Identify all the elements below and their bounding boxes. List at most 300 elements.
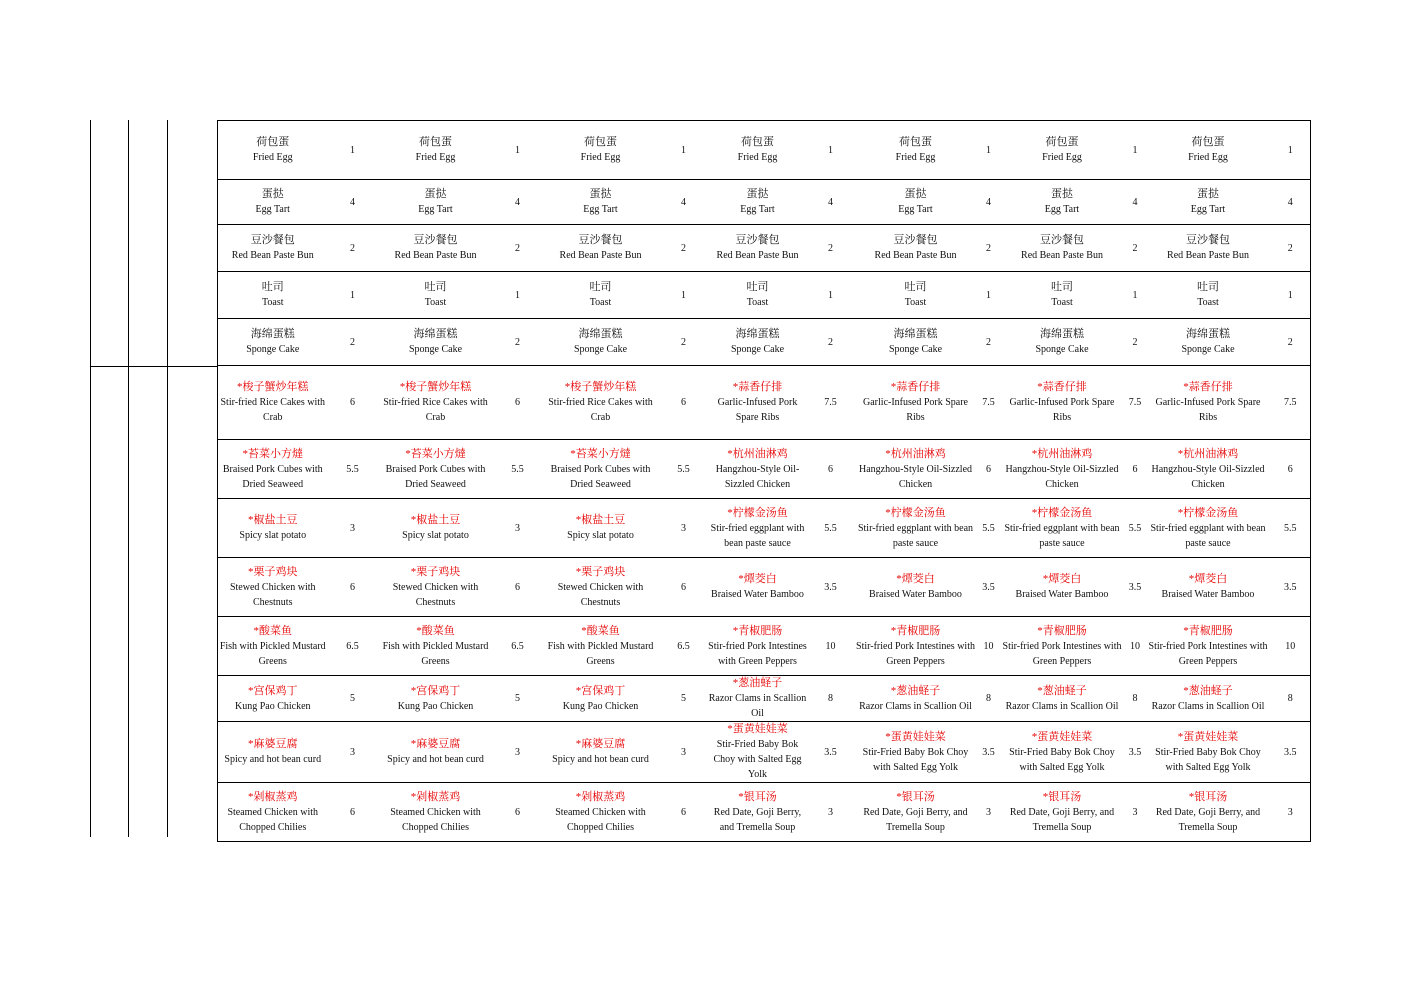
dish-cell — [1146, 558, 1271, 617]
dish-name-zh: *麻婆豆腐 — [248, 738, 298, 750]
dish-name-en: Kung Pao Chicken — [234, 700, 311, 712]
dish-name-en: Egg Tart — [583, 204, 618, 215]
dish-name-zh: *麻婆豆腐 — [575, 738, 626, 750]
dish-name-en: Stir-fried Pork Intestines with Green Peppers — [1148, 640, 1268, 667]
dish-cell — [854, 722, 978, 783]
dish-quantity: 5.5 — [677, 463, 690, 475]
dish-name-zh: *梭子蟹炒年糕 — [564, 381, 637, 393]
dish-name-en: Sponge Cake — [408, 344, 463, 355]
dish-name-en: Stir-fried Pork Intestines with Green Peppers — [1002, 640, 1122, 667]
dish-name-zh: *蒜香仔排 — [1037, 381, 1087, 393]
dish-quantity: 6 — [515, 581, 520, 593]
dish-quantity: 1 — [1287, 144, 1293, 156]
dish-name-zh: 蛋挞 — [424, 188, 447, 200]
dish-quantity: 2 — [681, 242, 686, 254]
dish-name-en: Braised Water Bamboo — [1015, 589, 1109, 600]
dish-name-en: Sponge Cake — [1181, 344, 1235, 355]
dish-name-zh: 海绵蛋糕 — [893, 328, 938, 340]
dish-name-zh: *苔菜小方燵 — [570, 447, 631, 460]
dish-name-en: Sponge Cake — [573, 344, 628, 355]
dish-quantity: 5 — [350, 693, 355, 704]
dish-quantity: 3.5 — [824, 746, 837, 758]
dish-quantity: 5.5 — [824, 522, 837, 534]
dish-cell — [854, 272, 978, 319]
dish-name-zh: *杭州油淋鸡 — [1177, 447, 1239, 460]
dish-cell — [708, 319, 808, 366]
dish-name-zh: *燂茭白 — [896, 573, 935, 585]
dish-name-zh: *葱油蛏子 — [732, 677, 783, 689]
dish-cell — [378, 783, 494, 842]
dish-name-en: Kung Pao Chicken — [397, 700, 474, 712]
dish-quantity: 5.5 — [1128, 522, 1142, 534]
dish-name-en: Braised Water Bamboo — [711, 589, 804, 600]
dish-name-zh: 蛋挞 — [589, 188, 612, 200]
dish-quantity: 6 — [828, 463, 833, 475]
dish-cell — [218, 558, 328, 617]
dish-cell — [1000, 366, 1125, 440]
dish-cell — [1000, 272, 1125, 319]
dish-name-en: Stir-Fried Baby Bok Choy with Salted Egg Yolk — [862, 746, 969, 773]
dish-cell — [542, 225, 660, 272]
dish-name-zh: 海绵蛋糕 — [578, 328, 623, 340]
dish-name-zh: *苔菜小方燵 — [242, 447, 303, 460]
dish-quantity: 5 — [515, 693, 520, 704]
dish-name-en: Egg Tart — [255, 204, 290, 215]
dish-quantity: 4 — [350, 196, 355, 208]
dish-quantity: 3.5 — [1284, 746, 1297, 758]
dish-name-zh: 豆沙餐包 — [893, 234, 938, 246]
dish-name-en: Spicy and hot bean curd — [224, 754, 322, 765]
dish-name-en: Stir-Fried Baby Bok Choy with Salted Egg Yolk — [1009, 746, 1115, 773]
dish-name-zh: 荷包蛋 — [419, 136, 452, 148]
dish-name-en: Hangzhou-Style Oil-Sizzled Chicken — [858, 463, 973, 490]
left-frame-line-1 — [90, 120, 91, 837]
dish-quantity: 2 — [1132, 242, 1138, 254]
dish-quantity: 1 — [828, 144, 833, 156]
dish-name-zh: 荷包蛋 — [1191, 136, 1225, 148]
dish-quantity: 7.5 — [982, 397, 995, 408]
menu-row — [218, 225, 1311, 272]
dish-name-en: Braised Water Bamboo — [1161, 589, 1255, 600]
dish-cell — [218, 440, 328, 499]
dish-name-en: Red Date, Goji Berry, and Tremella Soup — [1009, 806, 1115, 833]
dish-name-zh: *银耳汤 — [1188, 790, 1228, 803]
dish-name-zh: *蛋黄娃娃菜 — [885, 730, 946, 743]
dish-quantity: 10 — [983, 640, 994, 652]
dish-cell — [708, 783, 808, 842]
menu-row — [218, 272, 1311, 319]
dish-name-en: Fish with Pickled Mustard Greens — [382, 640, 489, 667]
dish-name-zh: 海绵蛋糕 — [250, 328, 295, 340]
dish-name-en: Razor Clams in Scallion Oil — [1005, 700, 1119, 712]
menu-row — [218, 366, 1311, 440]
dish-cell — [218, 722, 328, 783]
dish-cell — [542, 676, 660, 722]
dish-cell — [1146, 272, 1271, 319]
dish-cell — [1000, 676, 1125, 722]
dish-quantity: 3 — [515, 746, 520, 758]
dish-name-en: Garlic-Infused Pork Spare Ribs — [863, 397, 968, 423]
dish-quantity: 3 — [1287, 806, 1293, 818]
dish-name-zh: 蛋挞 — [746, 188, 769, 200]
dish-name-en: Toast — [1197, 297, 1219, 308]
dish-cell — [1146, 225, 1271, 272]
dish-cell — [218, 319, 328, 366]
dish-quantity: 1 — [681, 144, 686, 156]
dish-name-en: Egg Tart — [1190, 204, 1226, 215]
dish-quantity: 1 — [1132, 289, 1138, 301]
dish-name-zh: 豆沙餐包 — [578, 234, 623, 246]
dish-name-zh: *葱油蛏子 — [1183, 684, 1233, 697]
dish-quantity: 3.5 — [982, 581, 995, 593]
dish-name-en: Toast — [904, 297, 927, 308]
dish-name-en: Razor Clams in Scallion Oil — [1151, 700, 1265, 712]
dish-quantity: 2 — [1132, 336, 1138, 348]
dish-name-en: Stir-fried Pork Intestines with Green Peppers — [708, 640, 807, 667]
dish-cell — [1000, 722, 1125, 783]
dish-name-zh: 荷包蛋 — [1045, 136, 1079, 148]
dish-name-en: Stir-Fried Baby Bok Choy with Salted Egg Yolk — [1155, 746, 1261, 773]
dish-name-en: Steamed Chicken with Chopped Chilies — [390, 806, 481, 833]
dish-cell — [708, 440, 808, 499]
dish-name-en: Razor Clams in Scallion Oil — [708, 693, 807, 719]
dish-name-en: Sponge Cake — [1035, 344, 1089, 355]
dish-quantity: 4 — [681, 196, 686, 208]
dish-name-en: Sponge Cake — [246, 344, 300, 355]
dish-name-en: Kung Pao Chicken — [562, 700, 639, 712]
dish-quantity: 1 — [350, 289, 355, 301]
dish-cell — [542, 366, 660, 440]
dish-name-zh: *苔菜小方燵 — [405, 447, 466, 460]
dish-name-zh: *杭州油淋鸡 — [885, 447, 946, 460]
dish-name-en: Hangzhou-Style Oil-Sizzled Chicken — [1005, 463, 1119, 490]
menu-row — [218, 499, 1311, 558]
dish-quantity: 2 — [515, 242, 520, 254]
menu-row — [218, 180, 1311, 225]
dish-name-zh: *宫保鸡丁 — [575, 684, 626, 697]
dish-name-en: Red Bean Paste Bun — [1167, 250, 1249, 261]
dish-cell — [542, 722, 660, 783]
dish-cell — [542, 499, 660, 558]
dish-name-zh: *青椒肥肠 — [1037, 624, 1087, 637]
dish-quantity: 7.5 — [1284, 397, 1297, 408]
dish-name-zh: 豆沙餐包 — [413, 234, 458, 246]
dish-name-en: Red Date, Goji Berry, and Tremella Soup — [1155, 806, 1261, 833]
dish-name-zh: 荷包蛋 — [741, 136, 774, 148]
dish-quantity: 1 — [515, 289, 520, 301]
dish-name-zh: *葱油蛏子 — [1037, 684, 1087, 697]
dish-quantity: 6 — [1132, 463, 1138, 475]
dish-name-en: Toast — [424, 297, 447, 308]
dish-name-zh: *银耳汤 — [896, 790, 935, 803]
dish-quantity: 1 — [986, 144, 991, 156]
dish-name-zh: *梭子蟹炒年糕 — [237, 381, 309, 393]
dish-name-zh: *梭子蟹炒年糕 — [399, 381, 472, 393]
dish-quantity: 6.5 — [346, 640, 359, 652]
dish-name-zh: 荷包蛋 — [256, 136, 290, 148]
dish-cell — [1146, 617, 1271, 676]
dish-name-en: Toast — [589, 297, 612, 308]
dish-cell — [854, 676, 978, 722]
dish-name-en: Fried Egg — [895, 152, 936, 163]
dish-quantity: 2 — [1287, 336, 1293, 348]
dish-name-en: Egg Tart — [418, 204, 453, 215]
menu-row — [218, 617, 1311, 676]
dish-name-en: Stir-fried Pork Intestines with Green Peppers — [856, 640, 975, 667]
dish-name-zh: *杭州油淋鸡 — [1031, 447, 1093, 460]
dish-cell — [708, 180, 808, 225]
dish-cell — [708, 558, 808, 617]
dish-quantity: 1 — [828, 289, 833, 301]
dish-name-en: Spicy and hot bean curd — [387, 754, 484, 765]
dish-name-zh: *酸菜鱼 — [416, 624, 455, 637]
dish-cell — [542, 121, 660, 180]
dish-name-en: Braised Pork Cubes with Dried Seaweed — [222, 463, 323, 490]
dish-quantity: 3 — [350, 746, 355, 758]
dish-quantity: 3 — [350, 522, 355, 534]
dish-quantity: 6 — [350, 581, 355, 593]
dish-cell — [854, 319, 978, 366]
dish-cell — [378, 499, 494, 558]
dish-name-en: Stewed Chicken with Chestnuts — [392, 581, 479, 608]
dish-name-en: Sponge Cake — [888, 344, 943, 355]
menu-row — [218, 319, 1311, 366]
dish-cell — [218, 366, 328, 440]
dish-name-zh: *栗子鸡块 — [248, 565, 298, 578]
dish-name-en: Toast — [1051, 297, 1073, 308]
dish-quantity: 3 — [828, 806, 833, 818]
dish-name-zh: *宫保鸡丁 — [410, 684, 461, 697]
dish-quantity: 8 — [828, 693, 833, 704]
dish-name-en: Stewed Chicken with Chestnuts — [229, 581, 316, 608]
dish-quantity: 8 — [1287, 693, 1293, 704]
left-frame-divider — [90, 366, 217, 367]
dish-name-en: Spicy slat potato — [402, 530, 469, 541]
dish-cell — [1146, 783, 1271, 842]
dish-name-en: Red Bean Paste Bun — [394, 250, 477, 261]
dish-name-zh: *柠檬金汤鱼 — [1177, 506, 1239, 519]
dish-name-en: Red Bean Paste Bun — [1021, 250, 1103, 261]
dish-cell — [378, 366, 494, 440]
dish-quantity: 2 — [1287, 242, 1293, 254]
dish-quantity: 6 — [350, 397, 355, 408]
dish-quantity: 6 — [350, 806, 355, 818]
dish-name-zh: *椒盐土豆 — [410, 514, 461, 526]
dish-name-en: Braised Water Bamboo — [869, 589, 962, 600]
dish-cell — [378, 676, 494, 722]
dish-name-zh: *蛋黄娃娃菜 — [1177, 730, 1239, 743]
dish-cell — [542, 180, 660, 225]
menu-row — [218, 440, 1311, 499]
dish-cell — [854, 617, 978, 676]
dish-quantity: 3 — [681, 746, 686, 758]
dish-name-en: Red Bean Paste Bun — [559, 250, 642, 261]
dish-quantity: 6 — [1287, 463, 1293, 475]
dish-quantity: 6.5 — [677, 640, 690, 652]
dish-cell — [708, 722, 808, 783]
dish-name-en: Braised Pork Cubes with Dried Seaweed — [550, 463, 651, 490]
dish-name-en: Toast — [261, 297, 284, 308]
dish-name-zh: *蛋黄娃娃菜 — [1031, 730, 1093, 743]
dish-name-zh: *葱油蛏子 — [890, 684, 941, 697]
dish-name-zh: 蛋挞 — [904, 188, 927, 200]
dish-cell — [854, 180, 978, 225]
dish-cell — [854, 440, 978, 499]
dish-name-en: Stir-fried eggplant with bean paste sauce — [1004, 522, 1120, 549]
dish-quantity: 6 — [681, 397, 686, 408]
dish-quantity: 3.5 — [824, 581, 837, 593]
dish-cell — [1000, 225, 1125, 272]
dish-quantity: 7.5 — [824, 397, 837, 408]
dish-cell — [378, 225, 494, 272]
dish-name-en: Fried Egg — [252, 152, 293, 163]
dish-cell — [218, 225, 328, 272]
dish-name-en: Garlic-Infused Pork Spare Ribs — [1155, 397, 1261, 423]
dish-cell — [708, 272, 808, 319]
dish-cell — [542, 617, 660, 676]
dish-quantity: 4 — [1132, 196, 1138, 208]
dish-name-zh: *蒜香仔排 — [732, 381, 783, 393]
dish-quantity: 3 — [986, 806, 991, 818]
dish-quantity: 3 — [515, 522, 520, 534]
dish-cell — [542, 783, 660, 842]
dish-name-zh: *柠檬金汤鱼 — [885, 506, 946, 519]
dish-name-zh: *剁椒蒸鸡 — [410, 790, 461, 803]
dish-quantity: 1 — [1287, 289, 1293, 301]
dish-name-zh: *蒜香仔排 — [890, 381, 941, 393]
dish-cell — [1146, 180, 1271, 225]
dish-name-en: Stir-fried eggplant with bean paste sauce — [857, 522, 974, 549]
dish-cell — [854, 366, 978, 440]
dish-name-en: Egg Tart — [898, 204, 933, 215]
dish-cell — [1000, 319, 1125, 366]
dish-quantity: 4 — [1287, 196, 1293, 208]
dish-quantity: 1 — [350, 144, 355, 156]
dish-name-zh: *柠檬金汤鱼 — [1031, 506, 1093, 519]
dish-cell — [542, 558, 660, 617]
dish-name-en: Hangzhou-Style Oil-Sizzled Chicken — [1151, 463, 1265, 490]
dish-cell — [542, 319, 660, 366]
dish-name-zh: *酸菜鱼 — [253, 624, 292, 637]
dish-cell — [1146, 676, 1271, 722]
dish-quantity: 3.5 — [1128, 746, 1142, 758]
dish-name-en: Stir-fried eggplant with bean paste sauce — [1150, 522, 1266, 549]
dish-quantity: 5 — [681, 693, 686, 704]
dish-name-zh: *剁椒蒸鸡 — [575, 790, 626, 803]
dish-quantity: 2 — [828, 242, 833, 254]
dish-name-zh: 吐司 — [904, 281, 927, 293]
dish-quantity: 5.5 — [346, 463, 359, 475]
dish-cell — [378, 617, 494, 676]
dish-name-en: Steamed Chicken with Chopped Chilies — [555, 806, 646, 833]
dish-quantity: 3.5 — [1128, 581, 1142, 593]
dish-name-zh: 荷包蛋 — [899, 136, 932, 148]
dish-cell — [218, 499, 328, 558]
dish-name-en: Fried Egg — [737, 152, 778, 163]
dish-cell — [378, 180, 494, 225]
weekly-menu-table — [217, 120, 1311, 842]
dish-cell — [378, 121, 494, 180]
dish-quantity: 4 — [986, 196, 991, 208]
dish-quantity: 6.5 — [511, 640, 524, 652]
dish-quantity: 5.5 — [982, 522, 995, 534]
dish-name-zh: *椒盐土豆 — [575, 514, 626, 526]
dish-name-zh: *麻婆豆腐 — [410, 738, 461, 750]
dish-cell — [378, 440, 494, 499]
dish-name-en: Fried Egg — [1042, 152, 1082, 163]
left-frame-line-2 — [128, 120, 129, 837]
left-frame-line-3 — [167, 120, 168, 837]
dish-quantity: 4 — [828, 196, 833, 208]
dish-name-zh: *银耳汤 — [1042, 790, 1082, 803]
dish-name-zh: *酸菜鱼 — [581, 624, 620, 637]
dish-quantity: 2 — [681, 336, 686, 348]
dish-quantity: 6 — [515, 397, 520, 408]
dish-quantity: 6 — [515, 806, 520, 818]
dish-quantity: 2 — [986, 242, 991, 254]
dish-cell — [218, 272, 328, 319]
dish-name-en: Stir-fried Rice Cakes with Crab — [220, 397, 325, 423]
dish-name-zh: *蒜香仔排 — [1183, 381, 1233, 393]
dish-name-zh: *柠檬金汤鱼 — [727, 506, 788, 519]
dish-quantity: 6 — [681, 806, 686, 818]
dish-quantity: 3 — [1132, 806, 1138, 818]
dish-name-en: Hangzhou-Style Oil-Sizzled Chicken — [715, 463, 800, 490]
dish-name-en: Red Date, Goji Berry, and Tremella Soup — [713, 806, 802, 833]
dish-cell — [708, 366, 808, 440]
dish-name-zh: *燂茭白 — [1188, 573, 1228, 585]
dish-name-zh: 吐司 — [1051, 281, 1073, 293]
dish-quantity: 2 — [986, 336, 991, 348]
dish-cell — [218, 180, 328, 225]
dish-cell — [1146, 499, 1271, 558]
dish-name-zh: 豆沙餐包 — [1040, 234, 1084, 246]
menu-row — [218, 783, 1311, 842]
dish-cell — [218, 617, 328, 676]
dish-name-en: Stir-fried Rice Cakes with Crab — [548, 397, 653, 423]
dish-quantity: 7.5 — [1128, 397, 1142, 408]
dish-name-en: Spicy slat potato — [239, 530, 307, 541]
dish-name-en: Stir-fried eggplant with bean paste sauce — [710, 522, 805, 549]
dish-name-en: Garlic-Infused Pork Spare Ribs — [1009, 397, 1115, 423]
dish-name-zh: 海绵蛋糕 — [1186, 328, 1230, 340]
dish-name-zh: *杭州油淋鸡 — [727, 447, 788, 460]
dish-cell — [1146, 366, 1271, 440]
dish-name-zh: 海绵蛋糕 — [735, 328, 780, 340]
dish-cell — [854, 558, 978, 617]
dish-quantity: 6 — [681, 581, 686, 593]
dish-cell — [708, 499, 808, 558]
dish-name-zh: *蛋黄娃娃菜 — [727, 723, 788, 735]
dish-quantity: 4 — [515, 196, 520, 208]
dish-name-zh: 吐司 — [589, 281, 612, 293]
dish-cell — [218, 121, 328, 180]
dish-quantity: 1 — [515, 144, 520, 156]
dish-name-en: Fish with Pickled Mustard Greens — [547, 640, 654, 667]
dish-name-zh: *青椒肥肠 — [890, 624, 941, 637]
dish-quantity: 10 — [1285, 640, 1296, 652]
dish-cell — [542, 440, 660, 499]
dish-name-zh: 吐司 — [424, 281, 447, 293]
dish-quantity: 1 — [681, 289, 686, 301]
dish-quantity: 6 — [986, 463, 991, 475]
dish-name-en: Red Bean Paste Bun — [231, 250, 314, 261]
dish-quantity: 2 — [350, 242, 355, 254]
dish-quantity: 8 — [1132, 693, 1138, 704]
dish-name-zh: 蛋挞 — [1051, 188, 1073, 200]
dish-cell — [854, 499, 978, 558]
dish-name-zh: 蛋挞 — [261, 188, 284, 200]
